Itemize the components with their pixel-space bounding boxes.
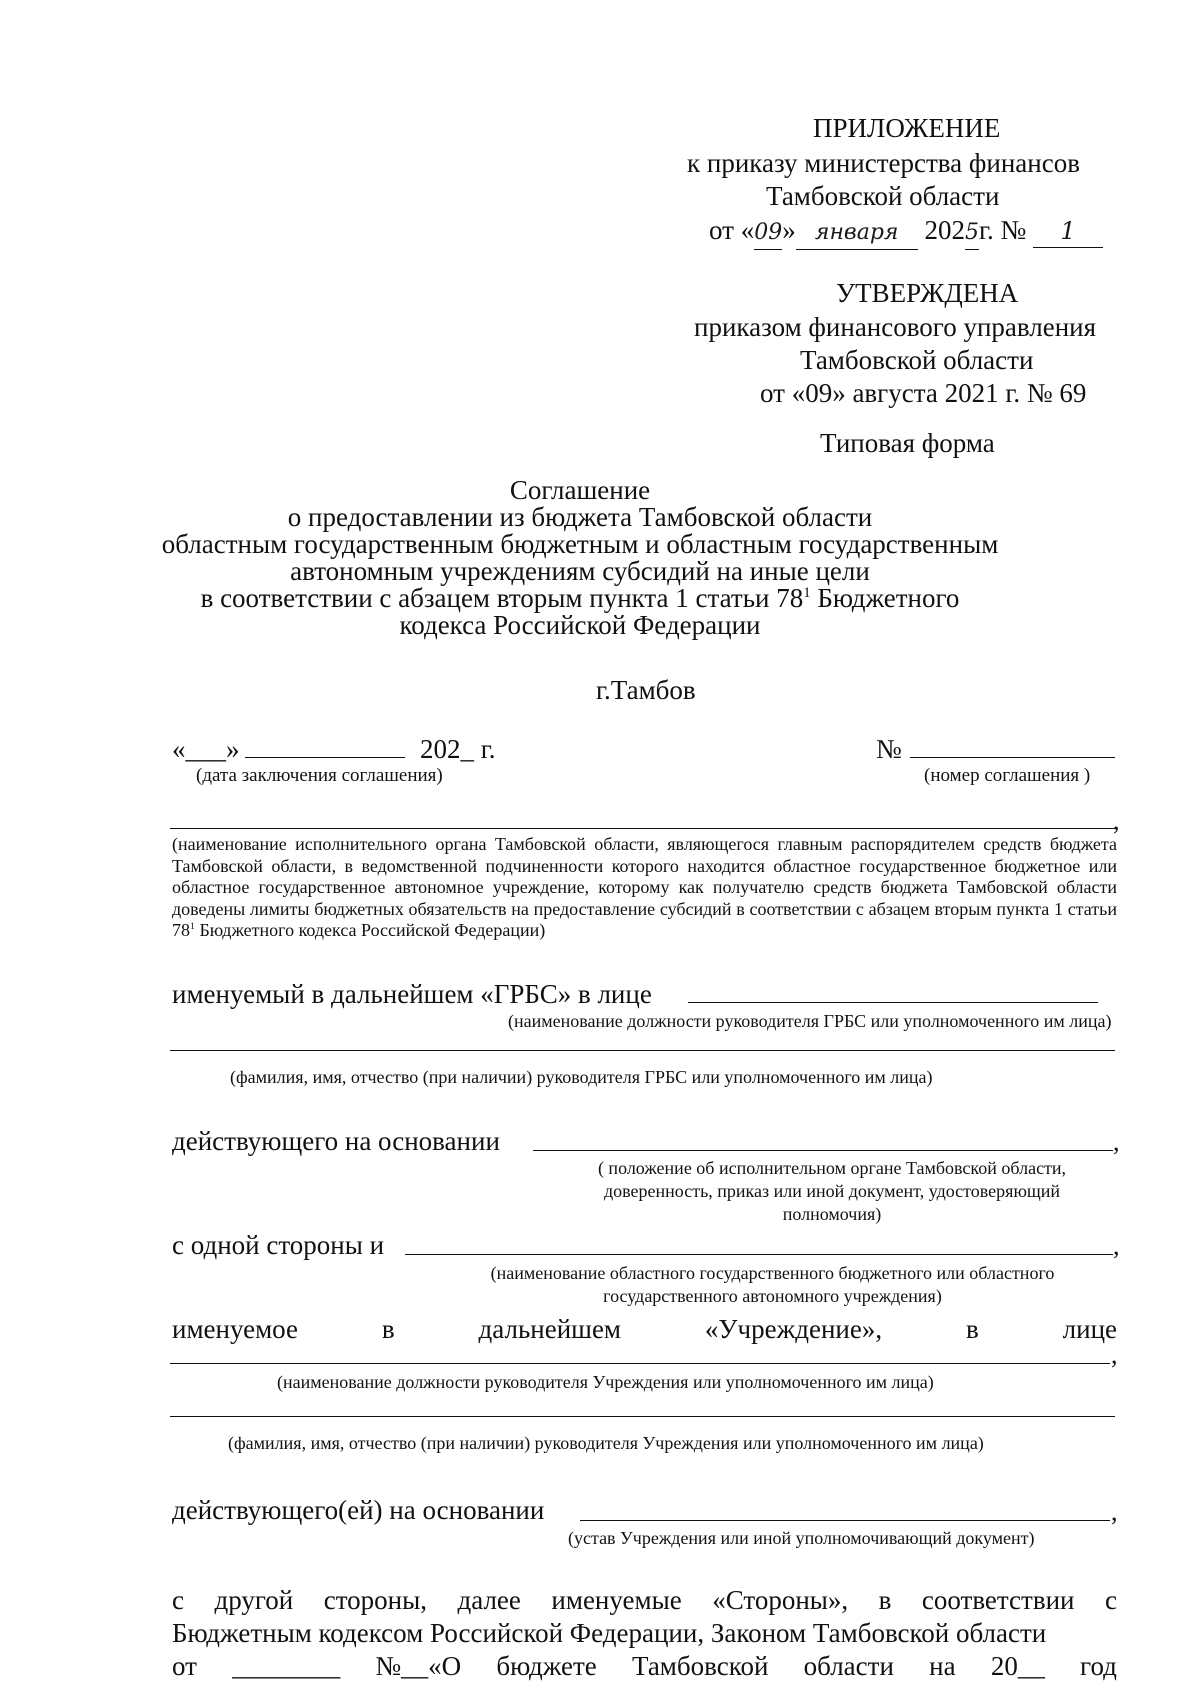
- order-month-handwritten: января: [796, 217, 918, 250]
- grbs-basis-caption-line-3: полномочия): [782, 1204, 882, 1224]
- inst-position-caption: (наименование должности руководителя Учреждения или уполномоченного им лица): [277, 1372, 934, 1392]
- date-left-field: «___»: [172, 734, 240, 764]
- closing-l3-word-7: на: [929, 1651, 956, 1681]
- number-sign: №: [876, 734, 902, 764]
- grbs-basis-blank: [533, 1150, 1113, 1151]
- approved-line-1: приказом финансового управления: [694, 312, 1097, 342]
- inst-name-comma: ,: [1113, 1231, 1120, 1260]
- closing-word-4: далее: [457, 1585, 521, 1615]
- order-day-handwritten: 09: [754, 217, 782, 250]
- inst-position-comma: ,: [1111, 1340, 1118, 1369]
- appendix-title: ПРИЛОЖЕНИЕ: [813, 113, 1001, 143]
- closing-l3-word-5: Тамбовской: [632, 1651, 769, 1681]
- inst-named-word-2: в: [381, 1314, 395, 1344]
- inst-named-word-1: именуемое: [172, 1314, 298, 1344]
- closing-l3-word-8: 20__: [990, 1651, 1045, 1681]
- inst-named-word-3: дальнейшем: [478, 1314, 622, 1344]
- title-line-6: кодекса Российской Федерации: [399, 610, 761, 640]
- closing-word-5: именуемые: [551, 1585, 682, 1615]
- grbs-basis-caption-line-1: ( положение об исполнительном органе Тамбовской области,: [597, 1158, 1067, 1178]
- title-line-4: автономным учреждениям субсидий на иные цели: [290, 556, 870, 586]
- grbs-fio-blank: [170, 1050, 1115, 1051]
- title-line-1: Соглашение: [509, 475, 651, 505]
- grbs-basis-caption-line-2: доверенность, приказ или иной документ, удостоверяющий: [603, 1181, 1061, 1201]
- inst-position-blank: [170, 1363, 1110, 1364]
- grbs-name-blank: [170, 828, 1115, 829]
- closing-word-6: «Стороны»,: [712, 1585, 849, 1615]
- inst-name-caption-line-1: (наименование областного государственного бюджетного или областного: [490, 1263, 1055, 1283]
- order-year-suffix: г. №: [978, 215, 1027, 245]
- grbs-name-comma: ,: [1113, 806, 1120, 835]
- grbs-fio-caption: (фамилия, имя, отчество (при наличии) руководителя ГРБС или уполномоченного им лица): [230, 1067, 933, 1087]
- closing-l3-word-9: год: [1080, 1651, 1117, 1681]
- closing-l3-word-3: №__«О: [375, 1651, 462, 1681]
- inst-fio-blank: [170, 1416, 1115, 1417]
- inst-name-caption-line-2: государственного автономного учреждения): [603, 1286, 942, 1306]
- title-line-5-tail: Бюджетного: [810, 583, 960, 613]
- order-prefix: от «: [709, 215, 755, 245]
- title-line-2: о предоставлении из бюджета Тамбовской области: [287, 502, 873, 532]
- closing-line-1: [172, 1584, 1117, 1616]
- closing-word-7: в: [878, 1585, 892, 1615]
- closing-word-8: соответствии: [921, 1585, 1075, 1615]
- grbs-caption-text: (наименование исполнительного органа Тамбовской области, являющегося главным распорядителем средств бюджета Тамбовской области, в ведомственной подчиненности которого находится областное государственное бюджетное или областное государственное автономное учреждение, которому как получателю средств бюджета Тамбовской области доведены лимиты бюджетных обязательств на предоставление субсидий в соответствии с абзацем вторым пункта 1 статьи 78: [172, 834, 1117, 940]
- closing-line-2: Бюджетным кодексом Российской Федерации, Законом Тамбовской области: [172, 1618, 1047, 1648]
- grbs-position-blank: [688, 1002, 1098, 1003]
- grbs-caption-sup: 1: [190, 921, 195, 932]
- closing-l3-word-6: области: [803, 1651, 894, 1681]
- inst-named-word-5: в: [966, 1314, 979, 1344]
- grbs-caption-tail: Бюджетного кодекса Российской Федерации): [194, 920, 546, 940]
- closing-l3-word-1: от: [172, 1651, 197, 1681]
- closing-word-3: стороны,: [323, 1585, 427, 1615]
- title-line-3: областным государственным бюджетным и областным государственным: [161, 529, 999, 559]
- closing-line-3: [172, 1650, 1117, 1682]
- inst-named-word-6: лице: [1062, 1314, 1117, 1344]
- title-block: [140, 477, 1020, 639]
- grbs-basis-label: действующего на основании: [172, 1126, 500, 1156]
- title-line-5: [140, 585, 1020, 612]
- city: г.Тамбов: [596, 675, 696, 705]
- appendix-line-2: Тамбовской области: [766, 181, 1000, 211]
- date-year: 202_ г.: [420, 734, 496, 764]
- number-caption: (номер соглашения ): [924, 765, 1091, 786]
- closing-word-1: с: [172, 1585, 184, 1615]
- inst-basis-comma: ,: [1111, 1497, 1118, 1526]
- approved-line-2: Тамбовской области: [800, 345, 1034, 375]
- appendix-line-1: к приказу министерства финансов: [687, 148, 1080, 178]
- order-date-line: [709, 214, 1103, 250]
- inst-side-label: с одной стороны и: [172, 1230, 385, 1260]
- inst-basis-blank: [580, 1520, 1110, 1521]
- form-type: Типовая форма: [820, 428, 995, 458]
- inst-name-blank: [405, 1254, 1113, 1255]
- title-line-5-text: в соответствии с абзацем вторым пункта 1 статьи 78: [200, 583, 804, 613]
- grbs-basis-comma: ,: [1113, 1127, 1120, 1156]
- inst-basis-label: действующего(ей) на основании: [172, 1495, 545, 1525]
- inst-fio-caption: (фамилия, имя, отчество (при наличии) руководителя Учреждения или уполномоченного им лица): [228, 1433, 984, 1453]
- grbs-name-caption: [172, 834, 1117, 942]
- order-year-prefix: 202: [924, 215, 965, 245]
- date-month-blank: [245, 757, 405, 758]
- title-line-5-sup: 1: [803, 585, 811, 601]
- closing-l3-word-4: бюджете: [496, 1651, 597, 1681]
- inst-named-line: [172, 1313, 1117, 1345]
- closing-word-2: другой: [214, 1585, 294, 1615]
- inst-basis-caption: (устав Учреждения или иной уполномочивающий документ): [568, 1528, 1035, 1548]
- grbs-basis-caption: [552, 1157, 1112, 1226]
- grbs-position-caption: (наименование должности руководителя ГРБС или уполномоченного им лица): [508, 1011, 1112, 1031]
- order-mid: »: [782, 215, 796, 245]
- approved-title: УТВЕРЖДЕНА: [836, 278, 1019, 308]
- grbs-named-label: именуемый в дальнейшем «ГРБС» в лице: [172, 979, 652, 1009]
- approved-line-3: от «09» августа 2021 г. № 69: [760, 378, 1087, 408]
- date-caption: (дата заключения соглашения): [196, 765, 443, 786]
- order-number-handwritten: 1: [1033, 215, 1103, 248]
- inst-named-word-4: «Учреждение»,: [704, 1314, 883, 1344]
- inst-name-caption: [430, 1262, 1115, 1308]
- order-year-digit-handwritten: 5: [965, 217, 979, 250]
- closing-word-9: с: [1104, 1585, 1117, 1615]
- number-blank: [910, 757, 1115, 758]
- closing-l3-word-2: ________: [232, 1651, 341, 1681]
